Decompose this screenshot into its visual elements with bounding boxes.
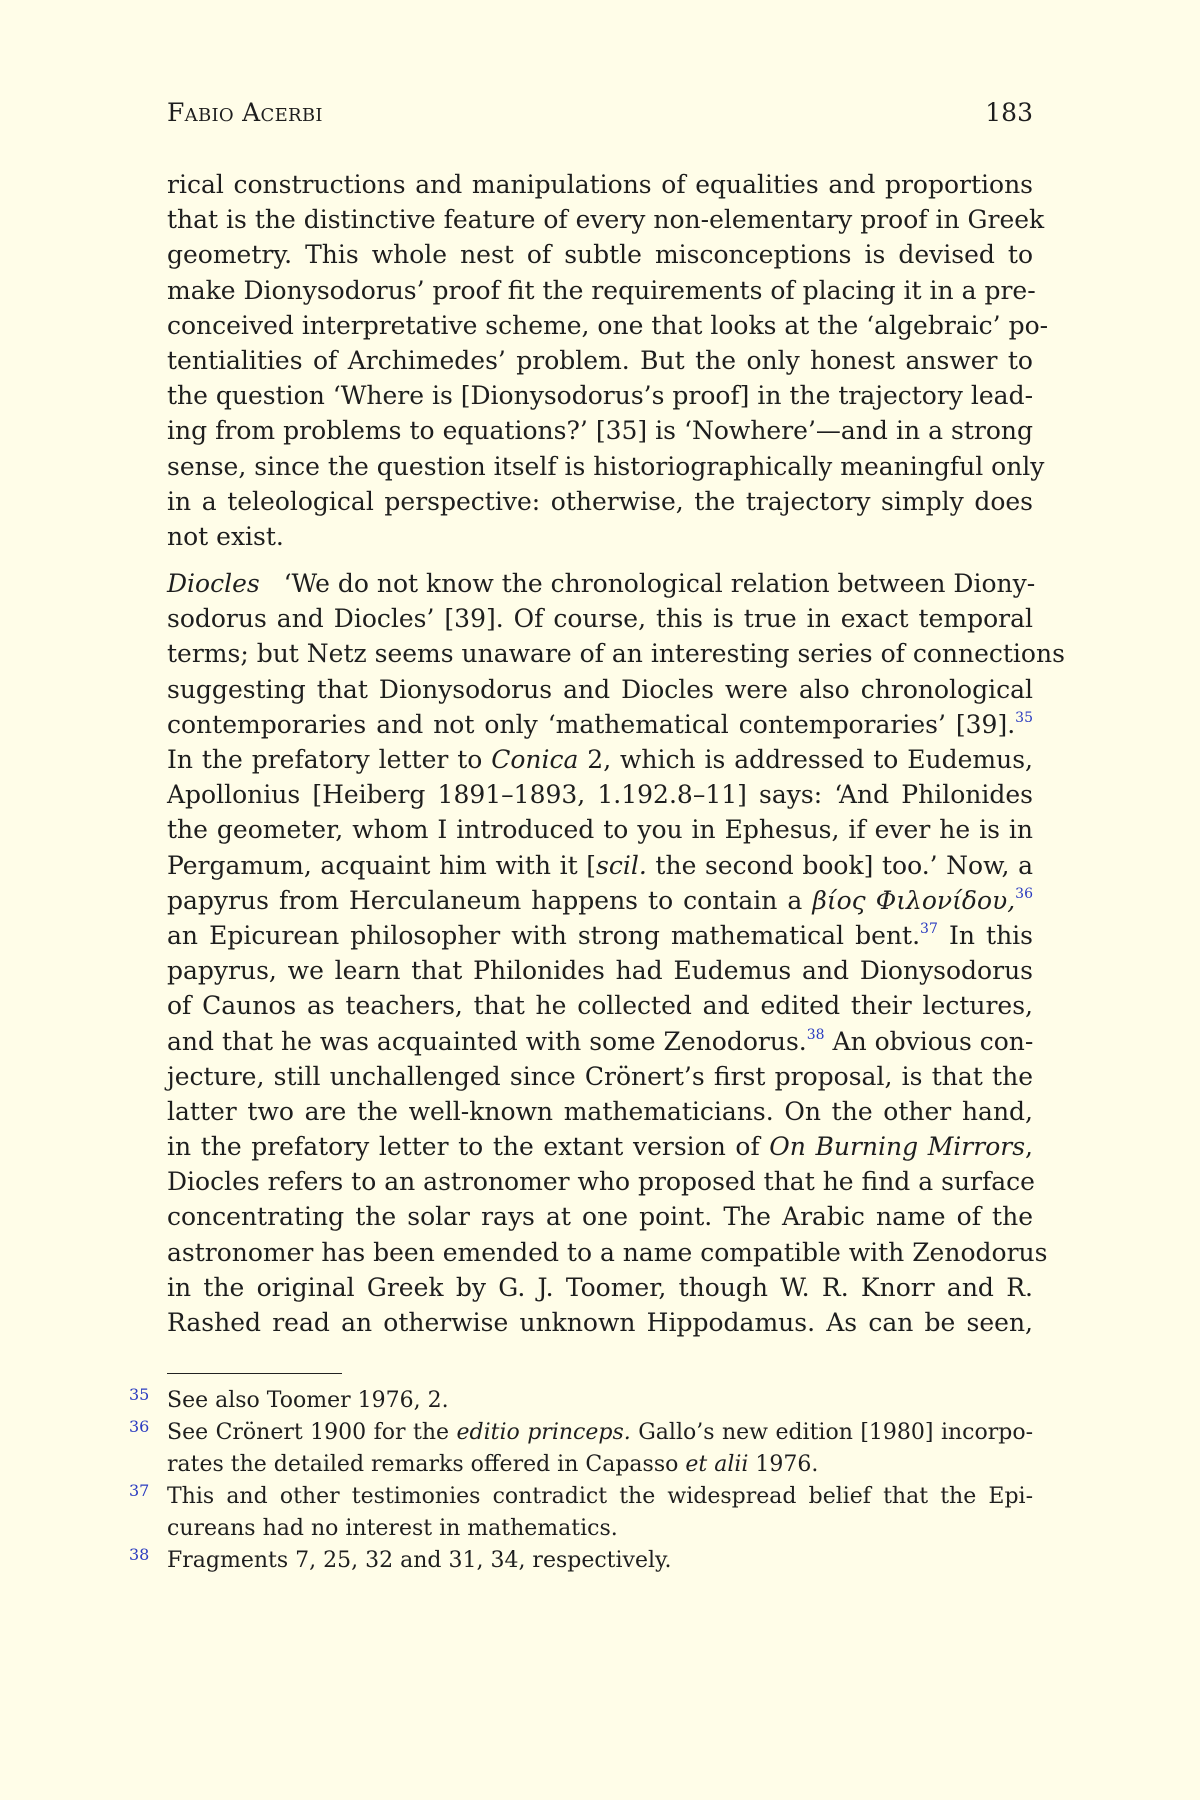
text-line: Diocles refers to an astronomer who proposed that he find a surface	[167, 1167, 1035, 1197]
text-line: papyrus from Herculaneum happens to contain a βίος Φιλονίδου,$^{36}$	[167, 885, 1033, 915]
footnote-text: See Crönert 1900 for the editio princeps. Gallo’s new edition [1980] incorpo-	[167, 1420, 1034, 1445]
text-line: papyrus, we learn that Philonides had Eudemus and Dionysodorus	[167, 956, 1033, 986]
page-number: 183	[985, 98, 1033, 127]
text-line: suggesting that Dionysodorus and Diocles were also chronological	[167, 674, 1033, 704]
text-line: in the original Greek by G. J. Toomer, though W. R. Knorr and R.	[167, 1272, 1033, 1302]
body-text	[167, 167, 1065, 1340]
text-line: the geometer, whom I introduced to you in Ephesus, if ever he is in	[167, 815, 1033, 845]
text-line: geometry. This whole nest of subtle misconceptions is devised to	[167, 240, 1033, 270]
text-line: in the prefatory letter to the extant version of On Burning Mirrors,	[167, 1132, 1033, 1162]
running-header	[167, 98, 1033, 127]
text-line: Apollonius [Heiberg 1891–1893, 1.192.8–11] says: ‘And Philonides	[167, 780, 1033, 810]
text-line: an Epicurean philosopher with strong mathematical bent.$^{37}$ In this	[167, 920, 1033, 950]
text-line: in a teleological perspective: otherwise, the trajectory simply does	[167, 486, 1033, 516]
text-line: the question ‘Where is [Dionysodorus’s proof] in the trajectory lead-	[167, 381, 1034, 411]
greek-title: βίος Φιλονίδου,	[812, 885, 1016, 915]
section-heading-diocles: Diocles	[167, 569, 260, 599]
footnote-rule	[167, 1373, 342, 1374]
text-line: tentialities of Archimedes’ problem. But the only honest answer to	[167, 345, 1033, 375]
text-line: that is the distinctive feature of every non-elementary proof in Greek	[167, 205, 1045, 235]
text-line: Pergamum, acquaint him with it [scil. the second book] too.’ Now, a	[167, 850, 1034, 880]
footnote-number: 37	[129, 1481, 150, 1500]
footnote-ref-36[interactable]: 36	[1015, 885, 1033, 902]
text-line: sense, since the question itself is historiographically meaningful only	[167, 451, 1045, 481]
footnote-ref-37[interactable]: 37	[920, 920, 938, 937]
text-line: contemporaries and not only ‘mathematical contemporaries’ [39].$^{35}$	[167, 709, 1033, 739]
text-line: conceived interpretative scheme, one that looks at the ‘algebraic’ po-	[167, 310, 1049, 340]
text-line: of Caunos as teachers, that he collected and edited their lectures,	[167, 991, 1033, 1021]
text-line: jecture, still unchallenged since Crönert’s first proposal, is that the	[167, 1061, 1033, 1091]
text-line: In the prefatory letter to Conica 2, which is addressed to Eudemus,	[167, 745, 1033, 774]
footnote-text: rates the detailed remarks offered in Capasso et alii 1976.	[167, 1452, 819, 1477]
text-line: rical constructions and manipulations of equalities and proportions	[167, 170, 1033, 199]
footnotes	[129, 1385, 1034, 1577]
text-line: concentrating the solar rays at one point. The Arabic name of the	[167, 1202, 1033, 1232]
running-header-author: Fabio Acerbi	[167, 98, 323, 127]
text-line: not exist.	[167, 521, 284, 551]
footnote-number: 36	[129, 1417, 150, 1436]
text-line: terms; but Netz seems unaware of an interesting series of connections	[167, 639, 1065, 669]
text-line: Rashed read an otherwise unknown Hippodamus. As can be seen,	[167, 1308, 1033, 1337]
footnote-text: Fragments 7, 25, 32 and 31, 34, respectively.	[167, 1548, 672, 1573]
footnote-36	[129, 1417, 1034, 1481]
footnote-ref-35[interactable]: 35	[1015, 709, 1033, 726]
footnote-text: This and other testimonies contradict the widespread belief that the Epi-	[167, 1484, 1033, 1509]
footnote-35	[129, 1385, 1033, 1417]
text-line: latter two are the well-known mathematicians. On the other hand,	[167, 1096, 1033, 1126]
footnote-38	[129, 1545, 1033, 1577]
text-line: make Dionysodorus’ proof fit the requirements of placing it in a pre-	[167, 275, 1036, 305]
footnote-number: 35	[129, 1385, 150, 1404]
text-line: ing from problems to equations?’ [35] is ‘Nowhere’—and in a strong	[167, 416, 1033, 446]
footnote-text: cureans had no interest in mathematics.	[167, 1516, 618, 1541]
text-line: and that he was acquainted with some Zenodorus.$^{38}$ An obvious con-	[167, 1026, 1034, 1056]
footnote-number: 38	[129, 1545, 150, 1564]
footnote-text: See also Toomer 1976, 2.	[167, 1388, 449, 1413]
text-line: sodorus and Diocles’ [39]. Of course, this is true in exact temporal	[167, 604, 1033, 634]
footnote-37	[129, 1481, 1033, 1545]
text-line: astronomer has been emended to a name compatible with Zenodorus	[167, 1237, 1048, 1267]
footnote-ref-38[interactable]: 38	[806, 1026, 825, 1043]
text-line: Diocles ‘We do not know the chronological relation between Diony-	[167, 569, 1036, 599]
